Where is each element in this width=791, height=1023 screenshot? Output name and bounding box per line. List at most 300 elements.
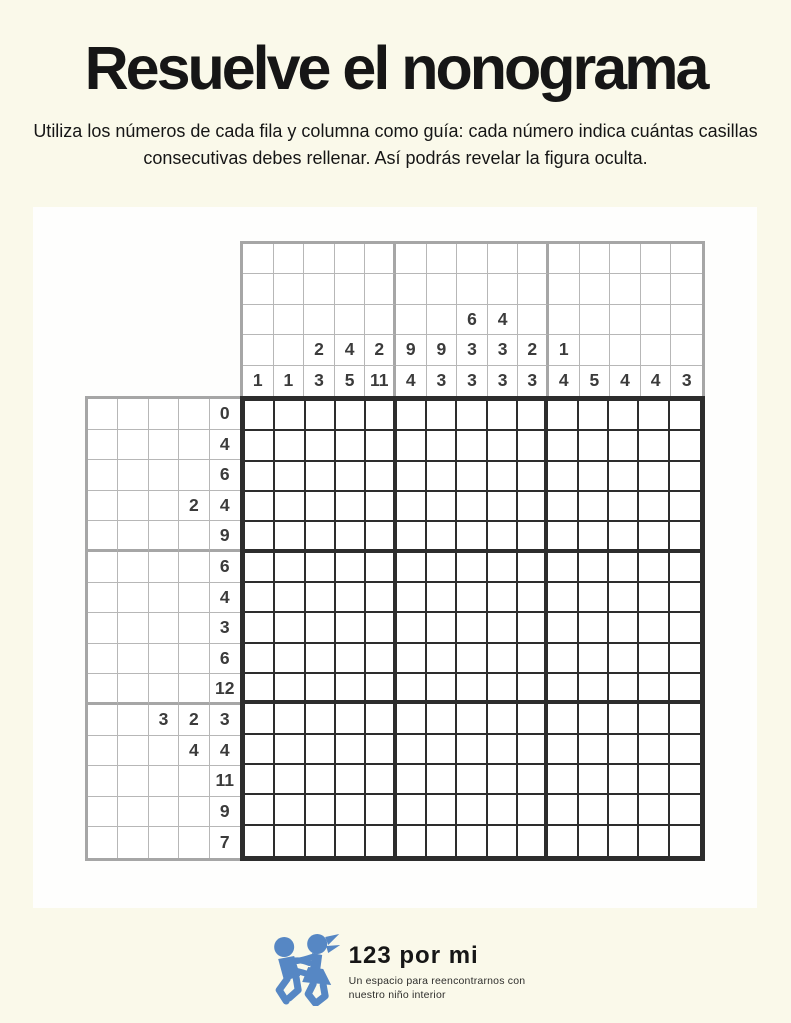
grid-cell[interactable] [670,522,700,552]
grid-cell[interactable] [639,613,669,643]
grid-cell[interactable] [488,674,518,704]
grid-cell[interactable] [275,522,305,552]
grid-cell[interactable] [639,401,669,431]
row-clue-cell: 4 [210,430,240,461]
grid-cell[interactable] [336,826,366,856]
grid-cell[interactable] [639,553,669,583]
column-clue-cell [274,305,305,335]
grid-cell[interactable] [397,522,427,552]
grid-cell[interactable] [639,583,669,613]
grid-cell[interactable] [670,674,700,704]
grid-cell[interactable] [245,492,275,522]
grid-cell[interactable] [518,735,548,765]
grid-cell[interactable] [518,492,548,522]
grid-cell[interactable] [245,462,275,492]
grid-cell[interactable] [579,462,609,492]
column-clue-cell [610,274,641,304]
grid-cell[interactable] [579,431,609,461]
grid-cell[interactable] [609,431,639,461]
grid-cell[interactable] [639,765,669,795]
grid-cell[interactable] [336,704,366,734]
row-clue-cell [118,736,148,767]
grid-cell[interactable] [397,795,427,825]
grid-cell[interactable] [518,795,548,825]
column-clue-cell: 3 [427,366,458,396]
grid-cell[interactable] [336,613,366,643]
column-clue-cell [365,305,396,335]
grid-cell[interactable] [488,583,518,613]
logo-tagline-line-1: Un espacio para reencontrarnos con [348,975,526,988]
column-clue-cell [549,244,580,274]
grid-cell[interactable] [639,704,669,734]
grid-cell[interactable] [275,462,305,492]
grid-cell[interactable] [306,583,336,613]
grid-cell[interactable] [366,431,396,461]
column-clue-cell: 2 [365,335,396,365]
grid-cell[interactable] [306,462,336,492]
grid-cell[interactable] [670,795,700,825]
row-clue-cell [149,766,179,797]
grid-cell[interactable] [579,553,609,583]
grid-cell[interactable] [397,674,427,704]
grid-cell[interactable] [245,674,275,704]
grid-cell[interactable] [609,462,639,492]
row-clue-cell: 11 [210,766,240,797]
grid-cell[interactable] [245,826,275,856]
grid-cell[interactable] [609,583,639,613]
column-clue-cell [488,244,519,274]
grid-cell[interactable] [275,583,305,613]
grid-cell[interactable] [639,735,669,765]
row-clue-cell: 4 [179,736,209,767]
column-clue-cell: 4 [610,366,641,396]
column-clue-cell: 3 [457,366,488,396]
grid-cell[interactable] [366,583,396,613]
grid-cell[interactable] [457,583,487,613]
grid-cell[interactable] [609,765,639,795]
grid-cell[interactable] [457,826,487,856]
grid-cell[interactable] [548,553,578,583]
grid-cell[interactable] [609,553,639,583]
grid-cell[interactable] [670,735,700,765]
grid-cell[interactable] [397,613,427,643]
column-clue-cell [396,305,427,335]
grid-cell[interactable] [609,644,639,674]
column-clue-cell: 3 [457,335,488,365]
grid-cell[interactable] [548,583,578,613]
row-clue-cell [118,552,148,583]
grid-cell[interactable] [366,522,396,552]
grid-cell[interactable] [488,401,518,431]
column-clue-cell [488,274,519,304]
grid-cell[interactable] [639,522,669,552]
grid-cell[interactable] [275,613,305,643]
row-clue-cell [149,827,179,858]
column-clue-cell [580,335,611,365]
row-clue-cell [118,644,148,675]
grid-cell[interactable] [275,765,305,795]
grid-cell[interactable] [245,765,275,795]
grid-cell[interactable] [306,765,336,795]
row-clue-cell [149,552,179,583]
grid-cell[interactable] [336,583,366,613]
row-clue-cell [118,766,148,797]
grid-cell[interactable] [579,613,609,643]
grid-cell[interactable] [245,522,275,552]
grid-cell[interactable] [670,431,700,461]
row-clue-cell [179,644,209,675]
grid-cell[interactable] [306,431,336,461]
column-clue-cell [274,335,305,365]
grid-cell[interactable] [488,522,518,552]
grid-cell[interactable] [427,704,457,734]
grid-cell[interactable] [548,674,578,704]
grid-cell[interactable] [518,462,548,492]
row-clue-cell: 7 [210,827,240,858]
grid-cell[interactable] [306,674,336,704]
row-clue-cell [149,674,179,705]
row-clue-cell [149,430,179,461]
row-clue-cell [149,399,179,430]
grid-cell[interactable] [670,765,700,795]
grid-cell[interactable] [639,431,669,461]
grid-cell[interactable] [670,401,700,431]
grid-cell[interactable] [366,553,396,583]
column-clue-cell [335,274,366,304]
grid-cell[interactable] [306,401,336,431]
grid-cell[interactable] [639,492,669,522]
grid-cell[interactable] [427,492,457,522]
grid-cell[interactable] [366,704,396,734]
grid-cell[interactable] [366,492,396,522]
row-clue-cell [149,613,179,644]
row-clue-cell: 9 [210,521,240,552]
grid-cell[interactable] [488,431,518,461]
grid-cell[interactable] [427,644,457,674]
grid-cell[interactable] [457,735,487,765]
grid-cell[interactable] [336,795,366,825]
grid-cell[interactable] [518,644,548,674]
grid-cell[interactable] [457,765,487,795]
grid-cell[interactable] [427,583,457,613]
grid-cell[interactable] [457,462,487,492]
grid-cell[interactable] [427,674,457,704]
grid-cell[interactable] [518,553,548,583]
grid-cell[interactable] [427,401,457,431]
column-clue-cell: 5 [580,366,611,396]
grid-cell[interactable] [397,431,427,461]
column-clue-cell [243,335,274,365]
grid-cell[interactable] [488,765,518,795]
column-clue-cell [580,244,611,274]
grid-cell[interactable] [548,522,578,552]
grid-cell[interactable] [245,795,275,825]
grid-cell[interactable] [397,765,427,795]
grid-cell[interactable] [457,613,487,643]
grid-cell[interactable] [639,795,669,825]
grid-cell[interactable] [579,674,609,704]
grid-cell[interactable] [457,492,487,522]
grid-cell[interactable] [275,553,305,583]
grid-cell[interactable] [245,553,275,583]
grid-cell[interactable] [609,522,639,552]
grid-cell[interactable] [336,553,366,583]
row-clue-cell: 4 [210,583,240,614]
row-clue-cell [88,827,118,858]
grid-cell[interactable] [548,765,578,795]
grid-cell[interactable] [336,674,366,704]
column-clue-cell [671,335,702,365]
grid-cell[interactable] [336,462,366,492]
grid-cell[interactable] [670,492,700,522]
column-clue-cell: 4 [549,366,580,396]
grid-cell[interactable] [336,431,366,461]
grid-cell[interactable] [670,583,700,613]
column-clue-cell: 2 [304,335,335,365]
column-clue-cell [335,244,366,274]
row-clue-cell [118,491,148,522]
grid-cell[interactable] [275,674,305,704]
grid-cell[interactable] [609,492,639,522]
grid-cell[interactable] [245,735,275,765]
grid-cell[interactable] [397,735,427,765]
grid-cell[interactable] [336,492,366,522]
grid-cell[interactable] [609,704,639,734]
grid-cell[interactable] [457,795,487,825]
grid-cell[interactable] [488,553,518,583]
grid-cell[interactable] [245,613,275,643]
grid-cell[interactable] [609,735,639,765]
grid-cell[interactable] [579,704,609,734]
grid-cell[interactable] [336,522,366,552]
grid-cell[interactable] [609,401,639,431]
nonogram-grid [240,396,705,861]
grid-cell[interactable] [457,674,487,704]
grid-cell[interactable] [427,553,457,583]
grid-cell[interactable] [427,765,457,795]
grid-cell[interactable] [518,401,548,431]
grid-cell[interactable] [548,492,578,522]
row-clue-cell: 3 [210,705,240,736]
grid-cell[interactable] [275,704,305,734]
grid-cell[interactable] [488,826,518,856]
grid-cell[interactable] [427,462,457,492]
grid-cell[interactable] [548,735,578,765]
grid-cell[interactable] [366,735,396,765]
column-clue-cell [274,244,305,274]
grid-cell[interactable] [397,462,427,492]
grid-cell[interactable] [609,795,639,825]
grid-cell[interactable] [397,826,427,856]
row-clue-cell [179,827,209,858]
column-clue-cell [580,274,611,304]
column-clue-cell [641,335,672,365]
grid-cell[interactable] [518,522,548,552]
grid-cell[interactable] [670,462,700,492]
grid-cell[interactable] [336,765,366,795]
grid-cell[interactable] [457,644,487,674]
column-clue-cell [304,244,335,274]
grid-cell[interactable] [579,583,609,613]
row-clue-cell [179,583,209,614]
grid-cell[interactable] [245,401,275,431]
grid-cell[interactable] [518,765,548,795]
grid-cell[interactable] [670,553,700,583]
grid-cell[interactable] [579,735,609,765]
grid-cell[interactable] [457,704,487,734]
logo-tagline [349,974,526,1002]
grid-cell[interactable] [427,431,457,461]
grid-cell[interactable] [579,765,609,795]
grid-cell[interactable] [245,431,275,461]
grid-cell[interactable] [639,674,669,704]
grid-cell[interactable] [336,401,366,431]
grid-cell[interactable] [427,522,457,552]
grid-cell[interactable] [488,735,518,765]
grid-cell[interactable] [306,795,336,825]
grid-cell[interactable] [670,644,700,674]
grid-cell[interactable] [457,522,487,552]
grid-cell[interactable] [609,674,639,704]
column-clue-cell: 3 [488,366,519,396]
column-clue-cell [243,305,274,335]
grid-cell[interactable] [548,826,578,856]
grid-cell[interactable] [427,613,457,643]
column-clue-cell [610,244,641,274]
grid-cell[interactable] [579,826,609,856]
grid-cell[interactable] [427,826,457,856]
grid-cell[interactable] [306,522,336,552]
grid-cell[interactable] [366,644,396,674]
row-clue-cell [88,705,118,736]
row-clue-cell [149,460,179,491]
column-clue-cell: 11 [365,366,396,396]
grid-cell[interactable] [366,462,396,492]
grid-cell[interactable] [488,613,518,643]
grid-cell[interactable] [397,492,427,522]
grid-cell[interactable] [518,674,548,704]
column-clue-cell [641,305,672,335]
row-clue-cell [118,521,148,552]
grid-cell[interactable] [306,553,336,583]
row-clue-cell [149,797,179,828]
logo-text-block [349,932,526,1002]
row-clue-cell [179,552,209,583]
grid-cell[interactable] [488,462,518,492]
grid-cell[interactable] [488,492,518,522]
grid-cell[interactable] [609,613,639,643]
row-clue-cell: 0 [210,399,240,430]
grid-cell[interactable] [579,644,609,674]
grid-cell[interactable] [427,795,457,825]
grid-cell[interactable] [548,795,578,825]
grid-cell[interactable] [275,492,305,522]
grid-cell[interactable] [609,826,639,856]
grid-cell[interactable] [579,522,609,552]
grid-cell[interactable] [397,553,427,583]
grid-cell[interactable] [548,401,578,431]
grid-cell[interactable] [579,401,609,431]
grid-cell[interactable] [579,795,609,825]
grid-cell[interactable] [366,613,396,643]
grid-cell[interactable] [518,583,548,613]
grid-cell[interactable] [397,704,427,734]
grid-cell[interactable] [518,704,548,734]
grid-cell[interactable] [366,795,396,825]
grid-cell[interactable] [275,795,305,825]
grid-cell[interactable] [639,462,669,492]
grid-cell[interactable] [306,492,336,522]
grid-cell[interactable] [275,431,305,461]
grid-cell[interactable] [275,644,305,674]
grid-cell[interactable] [275,735,305,765]
grid-cell[interactable] [306,735,336,765]
row-clue-cell [88,399,118,430]
grid-cell[interactable] [306,704,336,734]
grid-cell[interactable] [275,826,305,856]
grid-cell[interactable] [488,795,518,825]
grid-cell[interactable] [579,492,609,522]
grid-cell[interactable] [518,826,548,856]
grid-cell[interactable] [397,644,427,674]
grid-cell[interactable] [366,765,396,795]
grid-cell[interactable] [670,704,700,734]
grid-cell[interactable] [457,401,487,431]
grid-cell[interactable] [548,462,578,492]
grid-cell[interactable] [670,613,700,643]
column-clue-cell [396,244,427,274]
grid-cell[interactable] [306,613,336,643]
grid-cell[interactable] [275,401,305,431]
grid-cell[interactable] [397,583,427,613]
grid-cell[interactable] [518,613,548,643]
grid-cell[interactable] [457,553,487,583]
grid-cell[interactable] [488,704,518,734]
grid-cell[interactable] [366,674,396,704]
column-clue-cell [243,274,274,304]
grid-cell[interactable] [548,431,578,461]
row-clue-cell: 3 [210,613,240,644]
grid-cell[interactable] [488,644,518,674]
grid-cell[interactable] [336,735,366,765]
grid-cell[interactable] [548,704,578,734]
grid-cell[interactable] [306,644,336,674]
grid-cell[interactable] [245,583,275,613]
grid-cell[interactable] [639,644,669,674]
column-clue-cell [427,305,458,335]
row-clue-cell [179,521,209,552]
grid-cell[interactable] [336,644,366,674]
grid-cell[interactable] [457,431,487,461]
grid-cell[interactable] [639,826,669,856]
row-clues-grid [85,396,240,861]
grid-cell[interactable] [306,826,336,856]
grid-cell[interactable] [366,401,396,431]
grid-cell[interactable] [245,704,275,734]
row-clue-cell [149,583,179,614]
grid-cell[interactable] [427,735,457,765]
column-clue-cell: 4 [641,366,672,396]
grid-cell[interactable] [670,826,700,856]
grid-cell[interactable] [397,401,427,431]
grid-cell[interactable] [245,644,275,674]
logo-name: 123 por mi [348,942,479,969]
grid-cell[interactable] [518,431,548,461]
column-clue-cell [427,244,458,274]
grid-cell[interactable] [366,826,396,856]
grid-cell[interactable] [548,613,578,643]
grid-cell[interactable] [548,644,578,674]
